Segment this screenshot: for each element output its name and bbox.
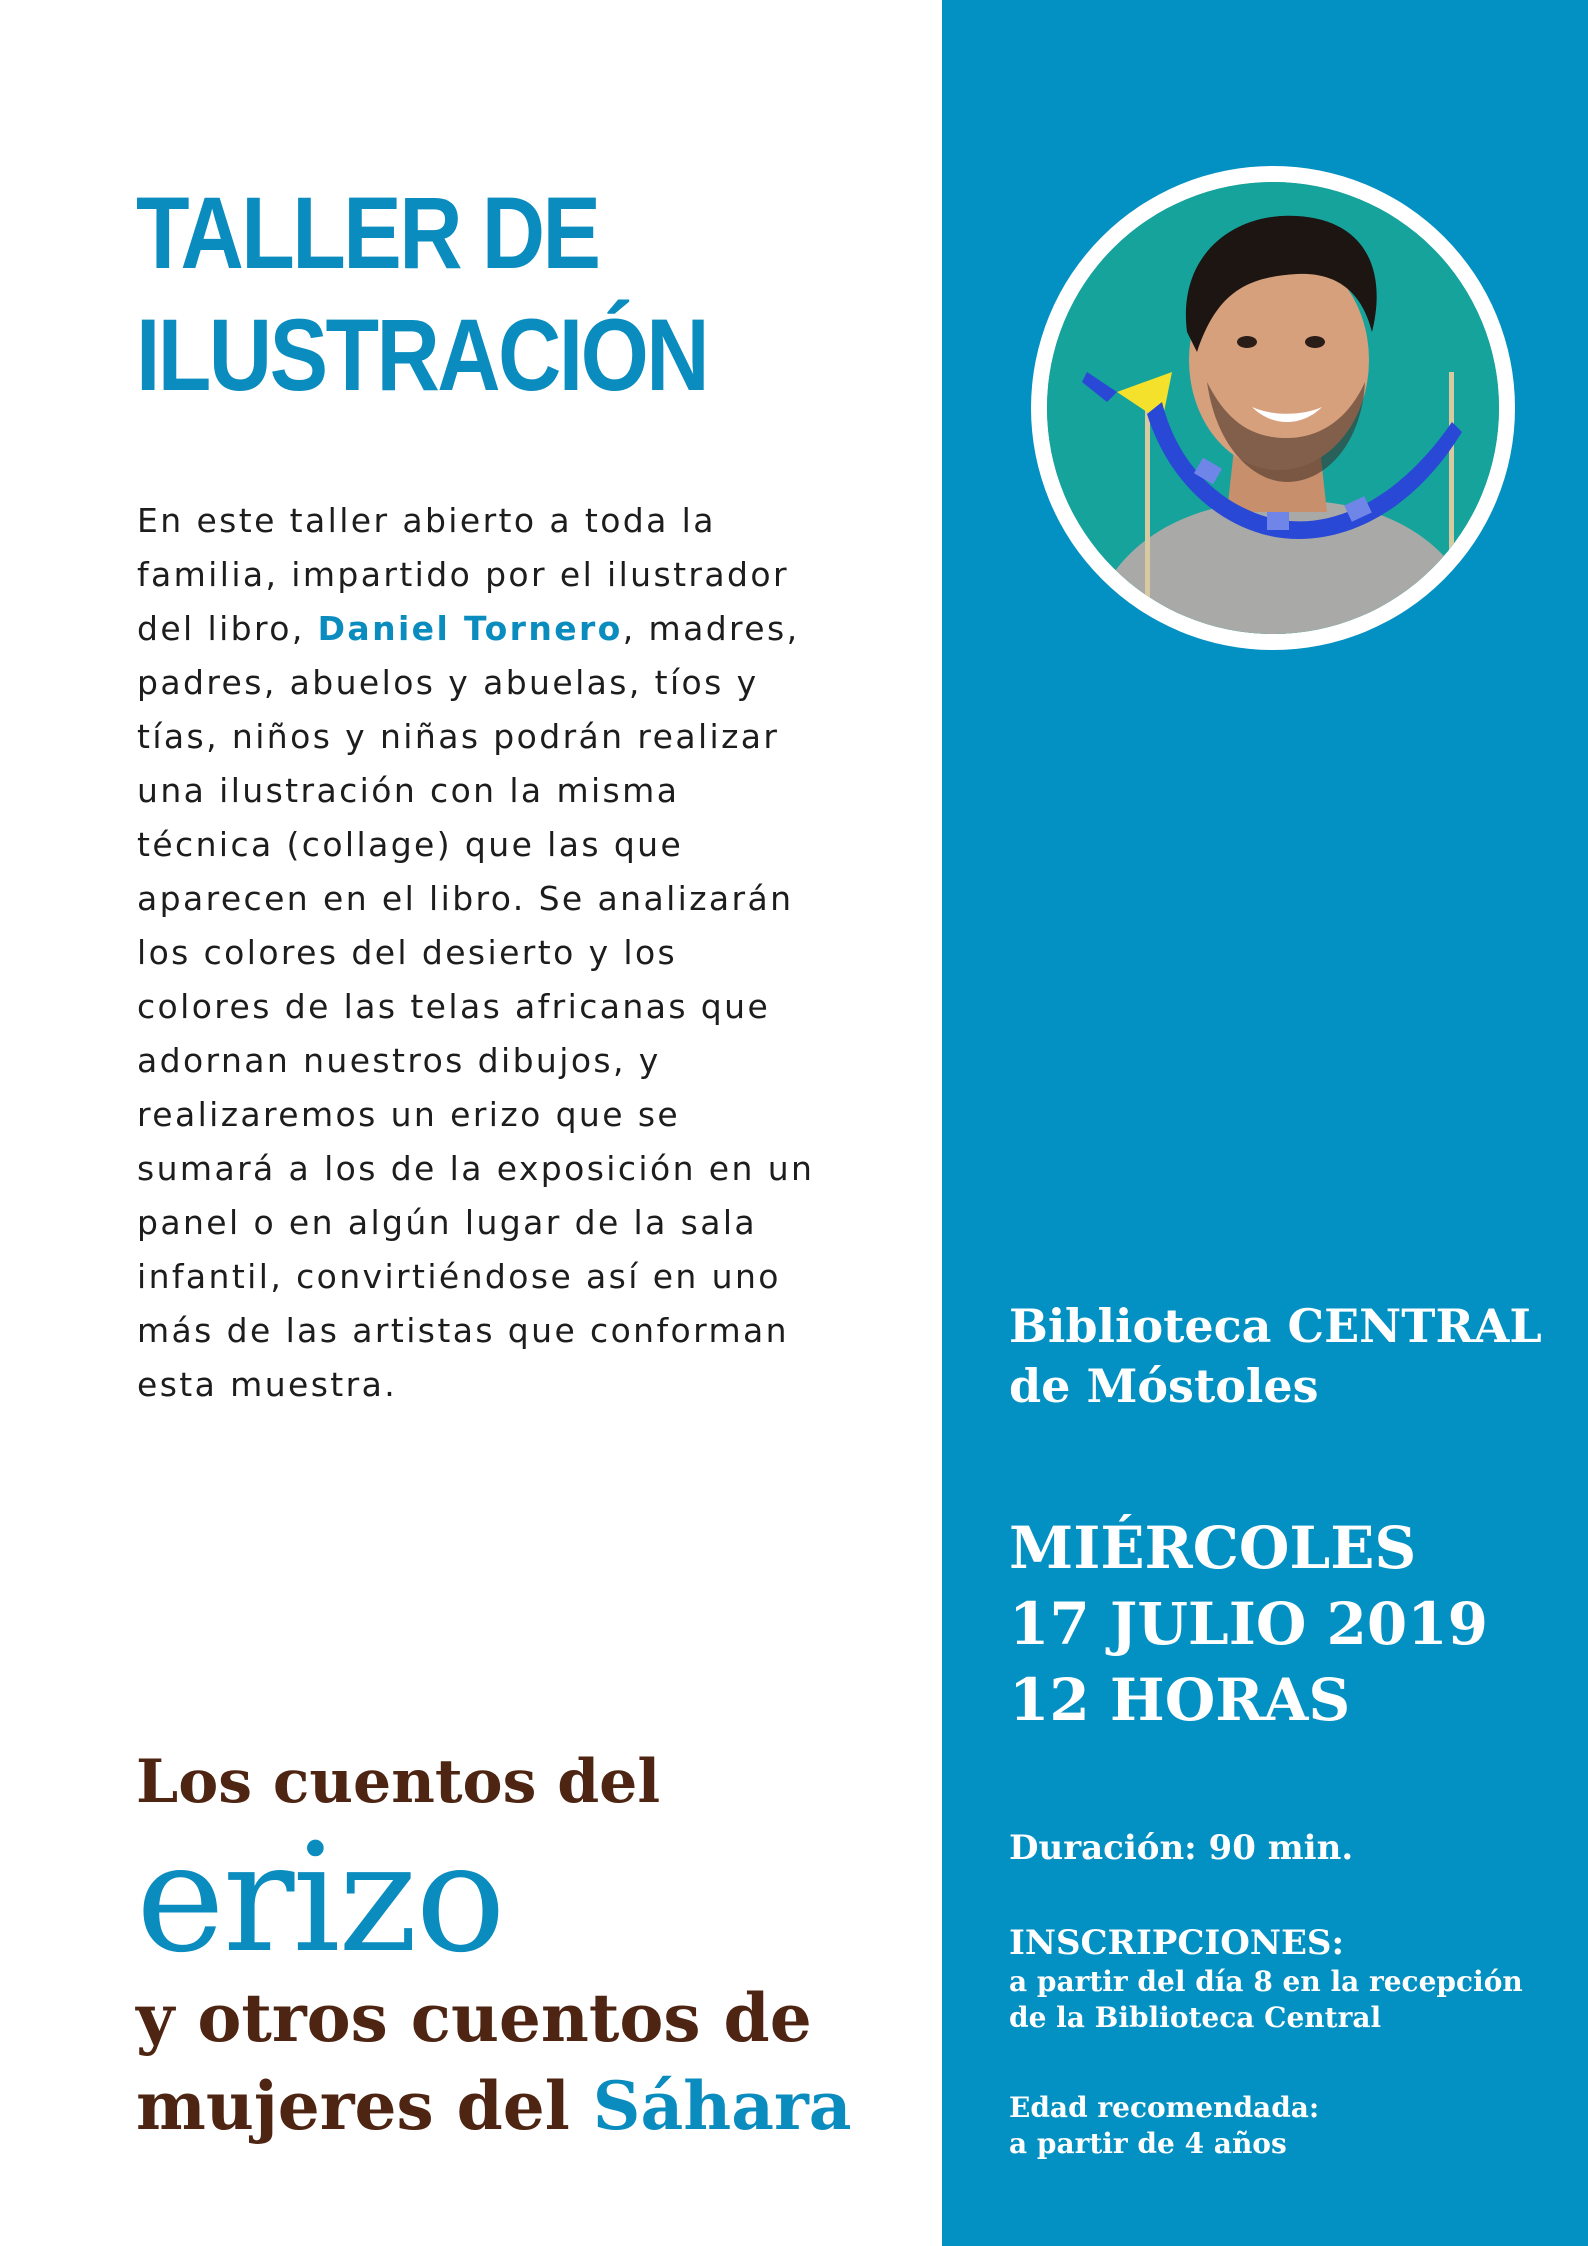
book-title (136, 1740, 896, 2150)
description-rest: , madres, padres, abuelos y abuelas, tíos y tías, niños y niñas podrán realizar una ilustración con la misma técnica (collage) que las que aparecen en el libro. Se analizarán los colores del desierto y los colores de las telas africanas que adornan nuestros dibujos, y realizaremos un erizo que se sumará a los de la exposición en un panel o en algún lugar de la sala infantil, convirtiéndose así en uno más de las artistas que conforman esta muestra. (137, 609, 815, 1404)
venue (1009, 1296, 1579, 1416)
event-day: MIÉRCOLES (1009, 1514, 1417, 1582)
event-date: 17 JULIO 2019 (1009, 1590, 1488, 1658)
illustrator-photo (1047, 182, 1499, 634)
book-title-line-4-highlight: Sáhara (592, 2067, 852, 2145)
illustrator-name: Daniel Tornero (317, 609, 623, 648)
workshop-title (136, 172, 790, 416)
duration: Duración: 90 min. (1009, 1828, 1354, 1868)
book-title-line-4 (136, 2062, 896, 2150)
age-label: Edad recomendada: (1009, 2091, 1320, 2124)
book-title-line-4-prefix: mujeres del (136, 2067, 593, 2145)
title-line-1: TALLER DE (136, 176, 599, 290)
event-time: 12 HORAS (1009, 1666, 1351, 1734)
event-datetime (1009, 1510, 1579, 1738)
workshop-description (137, 494, 817, 1412)
age-value: a partir de 4 años (1009, 2127, 1287, 2160)
registration-label: INSCRIPCIONES: (1009, 1923, 1345, 1963)
book-title-line-3: y otros cuentos de (136, 1979, 812, 2057)
illustrator-portrait-image (1047, 182, 1499, 634)
venue-line-2: de Móstoles (1009, 1359, 1319, 1413)
book-title-highlight: erizo (136, 1812, 504, 1986)
registration-info (1009, 1922, 1579, 2036)
recommended-age (1009, 2090, 1579, 2162)
registration-line-1: a partir del día 8 en la recepción (1009, 1965, 1523, 1998)
title-line-2: ILUSTRACIÓN (136, 298, 708, 412)
illustrator-photo-frame (1031, 166, 1515, 650)
description-intro: En este taller abierto a toda la familia, impartido por el ilustrador del libro, (137, 501, 789, 648)
registration-line-2: de la Biblioteca Central (1009, 2001, 1382, 2034)
book-title-line-1: Los cuentos del (136, 1747, 661, 1817)
venue-line-1: Biblioteca CENTRAL (1009, 1299, 1542, 1353)
